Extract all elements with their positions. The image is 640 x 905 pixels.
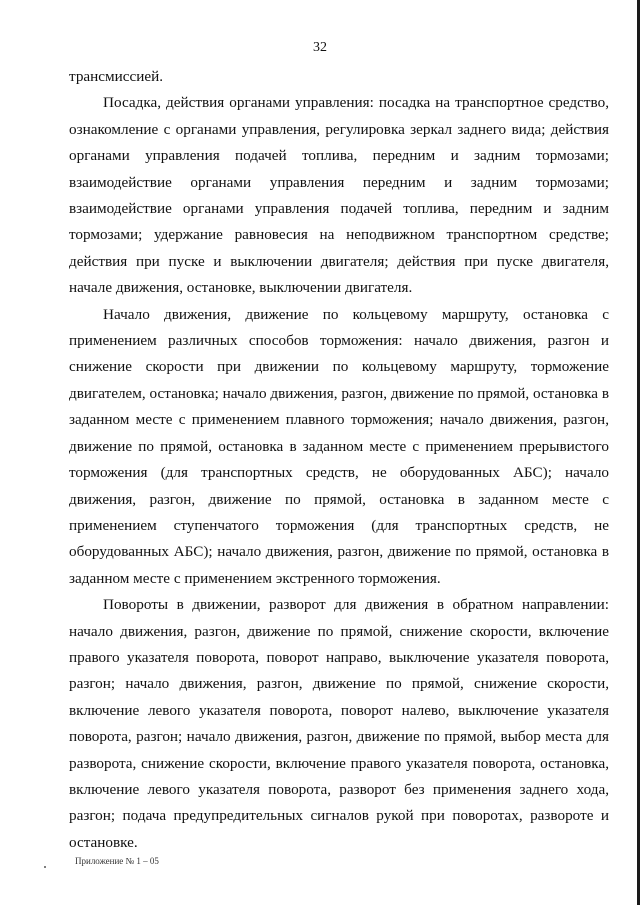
document-body	[69, 64, 609, 856]
paragraph-continuation: трансмиссией.	[69, 68, 164, 85]
paragraph-turns-reversal: Повороты в движении, разворот для движения в обратном направлении: начало движения, разгон, движение по прямой, снижение скорости, включение правого указателя поворота, поворот направо, выключение указателя поворота, разгон; начало движения, разгон, движение по прямой, снижение скорости, включение левого указателя поворота, поворот налево, выключение указателя поворота, разгон; начало движения, разгон, движение по прямой, выбор места для разворота, снижение скорости, включение правого указателя поворота, остановка, включение левого указателя поворота, разворот без применения заднего хода, разгон; подача предупредительных сигналов рукой при поворотах, развороте и остановке.	[69, 596, 609, 851]
paragraph-start-braking: Начало движения, движение по кольцевому маршруту, остановка с применением различных способов торможения: начало движения, разгон и снижение скорости при движении по кольцевому маршруту, торможение двигателем, остановка; начало движения, разгон, движение по прямой, остановка в заданном месте с применением плавного торможения; начало движения, разгон, движение по прямой, остановка в заданном месте с применением прерывистого торможения (для транспортных средств, не оборудованных АБС); начало движения, разгон, движение по прямой, остановка в заданном месте с применением ступенчатого торможения (для транспортных средств, не оборудованных АБС); начало движения, разгон, движение по прямой, остановка в заданном месте с применением экстренного торможения.	[69, 305, 609, 587]
page-number: 32	[313, 40, 327, 55]
footer-note: Приложение № 1 – 05	[75, 856, 159, 866]
paragraph-boarding-controls: Посадка, действия органами управления: посадка на транспортное средство, ознакомление с органами управления, регулировка зеркал заднего вида; действия органами управления подачей топлива, передним и задним тормозами; взаимодействие органами управления передним и задним тормозами; взаимодействие органами управления подачей топлива, передним и задним тормозами; удержание равновесия на неподвижном транспортном средстве; действия при пуске и выключении двигателя; действия при пуске двигателя, начале движения, остановке, выключении двигателя.	[69, 94, 609, 297]
scan-speck	[44, 866, 46, 868]
